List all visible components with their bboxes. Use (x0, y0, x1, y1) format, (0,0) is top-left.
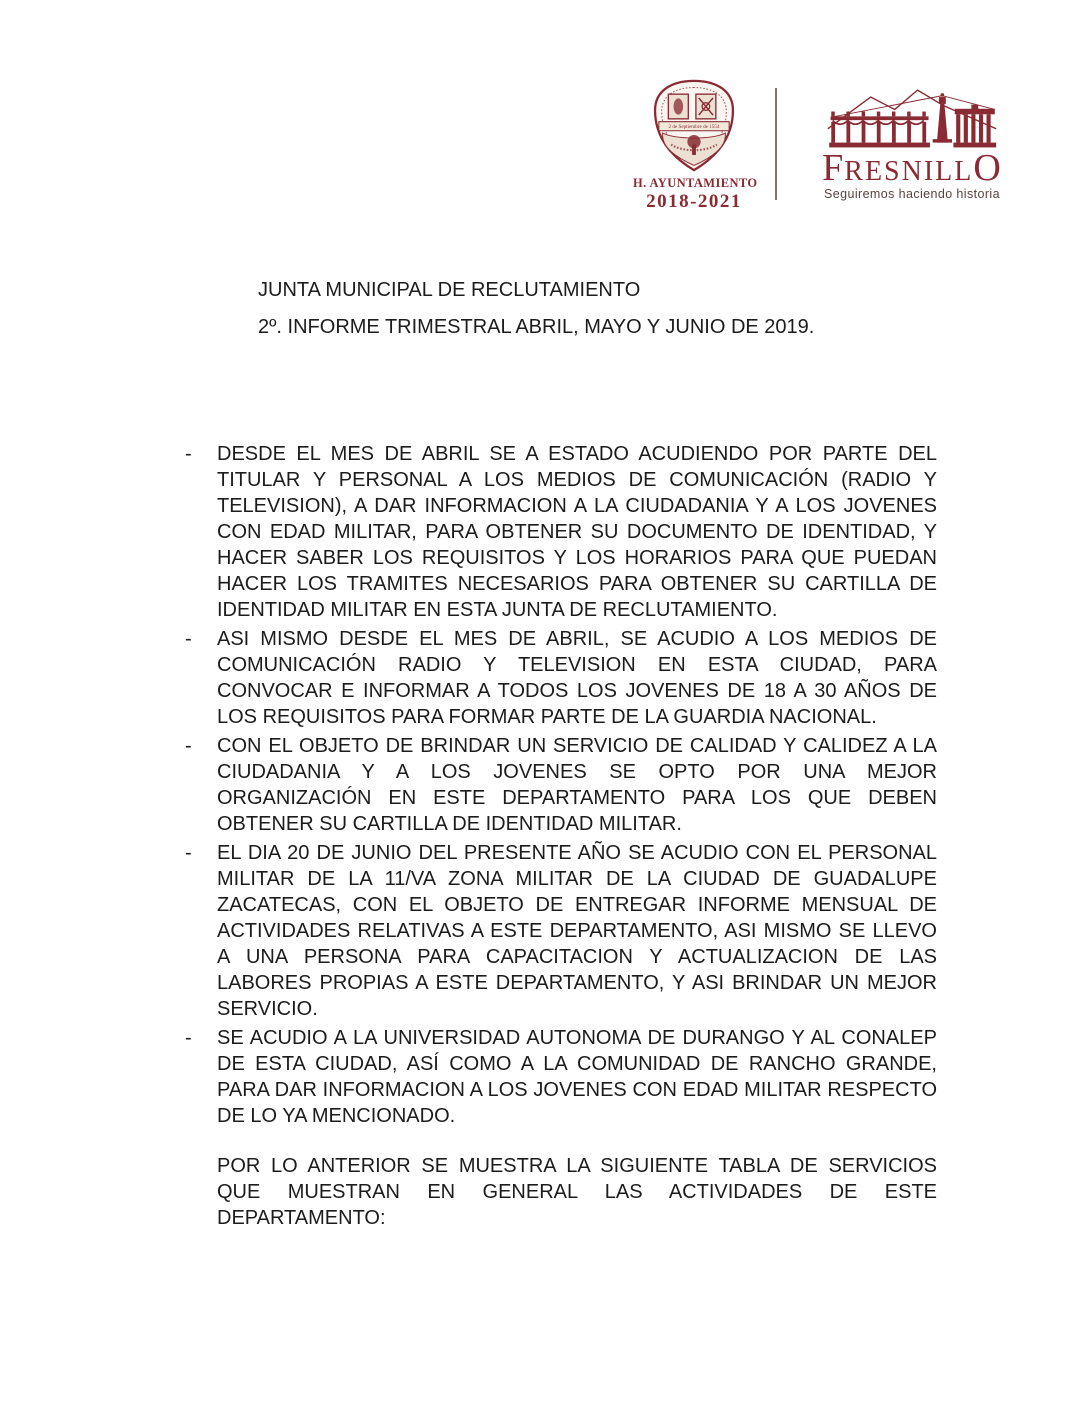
bullet-dash-marker: - (185, 735, 192, 757)
bullet-list (185, 441, 937, 1129)
bullet-item (185, 840, 937, 1022)
wordmark-initial: F (822, 147, 845, 189)
bullet-paragraph: SE ACUDIO A LA UNIVERSIDAD AUTONOMA DE DURANGO Y AL CONALEP DE ESTA CIUDAD, ASÍ COMO A LA COMUNIDAD DE RANCHO GRANDE, PARA DAR INFORMACION A LOS JOVENES CON EDAD MILITAR RESPECTO DE LO YA MENCIONADO. (217, 1027, 937, 1127)
closing-paragraph: POR LO ANTERIOR SE MUESTRA LA SIGUIENTE TABLA DE SERVICIOS QUE MUESTRAN EN GENERAL LAS ACTIVIDADES DE ESTE DEPARTAMENTO: (217, 1155, 937, 1229)
crest-org-label: H. AYUNTAMIENTO (633, 176, 758, 190)
document-content (185, 277, 937, 1231)
bullet-paragraph: DESDE EL MES DE ABRIL SE A ESTADO ACUDIENDO POR PARTE DEL TITULAR Y PERSONAL A LOS MEDIOS DE COMUNICACIÓN (RADIO Y TELEVISION), A DAR INFORMACION A LA CIUDADANIA Y A LOS JOVENES CON EDAD MILITAR, PARA OBTENER SU DOCUMENTO DE IDENTIDAD, Y HACER SABER LOS REQUISITOS Y LOS HORARIOS PARA QUE PUEDAN HACER LOS TRAMITES NECESARIOS PARA OBTENER SU CARTILLA DE IDENTIDAD MILITAR EN ESTA JUNTA DE RECLUTAMIENTO. (217, 443, 937, 621)
brand-tagline: Seguiremos haciendo historia (824, 187, 1000, 201)
document-title: JUNTA MUNICIPAL DE RECLUTAMIENTO (258, 279, 641, 301)
wordmark-final: O (973, 147, 1002, 189)
bullet-item (185, 733, 937, 837)
fresnillo-wordmark (800, 149, 1024, 187)
bullet-dash-marker: - (185, 842, 192, 864)
wordmark-mid: RESNILL (844, 156, 974, 187)
bullet-item (185, 441, 937, 623)
bullet-paragraph: EL DIA 20 DE JUNIO DEL PRESENTE AÑO SE ACUDIO CON EL PERSONAL MILITAR DE LA 11/VA ZONA MILITAR DE LA CIUDAD DE GUADALUPE ZACATECAS, CON EL OBJETO DE ENTREGAR INFORME MENSUAL DE ACTIVIDADES RELATIVAS A ESTE DEPARTAMENTO, ASI MISMO SE LLEVO A UNA PERSONA PARA CAPACITACION Y ACTUALIZACION DE LAS LABORES PROPIAS A ESTE DEPARTAMENTO, Y ASI BRINDAR UN MEJOR SERVICIO. (217, 842, 937, 1020)
bullet-item (185, 626, 937, 730)
logo-divider (775, 88, 777, 200)
bullet-dash-marker: - (185, 443, 192, 465)
municipal-crest-block (633, 78, 758, 213)
document-subtitle: 2º. INFORME TRIMESTRAL ABRIL, MAYO Y JUNIO DE 2019. (258, 316, 815, 338)
bullet-item (185, 1025, 937, 1129)
monument-icon (822, 86, 1002, 155)
crest-banner-text: 2 de Septiembre de 1554 (668, 124, 720, 131)
crest-shield-icon (644, 78, 744, 173)
crest-term-label: 2018-2021 (646, 191, 742, 212)
bullet-dash-marker: - (185, 628, 192, 650)
bullet-dash-marker: - (185, 1027, 192, 1049)
bullet-paragraph: ASI MISMO DESDE EL MES DE ABRIL, SE ACUDIO A LOS MEDIOS DE COMUNICACIÓN RADIO Y TELEVISION EN ESTA CIUDAD, PARA CONVOCAR E INFORMAR A TODOS LOS JOVENES DE 18 A 30 AÑOS DE LOS REQUISITOS PARA FORMAR PARTE DE LA GUARDIA NACIONAL. (217, 628, 937, 728)
fresnillo-brand-block (800, 86, 1024, 201)
bullet-paragraph: CON EL OBJETO DE BRINDAR UN SERVICIO DE CALIDAD Y CALIDEZ A LA CIUDADANIA Y A LOS JOVENES SE OPTO POR UNA MEJOR ORGANIZACIÓN EN ESTE DEPARTAMENTO PARA LOS QUE DEBEN OBTENER SU CARTILLA DE IDENTIDAD MILITAR. (217, 735, 937, 835)
